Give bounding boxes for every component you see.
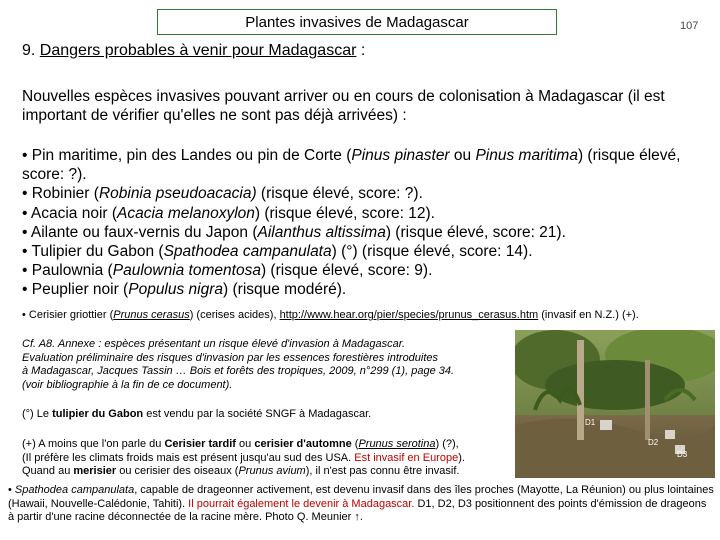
photo-label-d1: D1 [585, 418, 596, 427]
page-number: 107 [680, 20, 699, 32]
list-item: • Pin maritime, pin des Landes ou pin de Corte (Pinus pinaster ou Pinus maritima) (risque élevé, score: ?). [22, 147, 681, 184]
species-list [22, 146, 712, 300]
tulipier-note: (°) Le tulipier du Gabon est vendu par la société SNGF à Madagascar. [22, 408, 372, 420]
header-title-box [157, 9, 557, 35]
section-number: 9. [22, 42, 36, 59]
photo-label-d3: D3 [677, 450, 688, 459]
list-item: • Peuplier noir (Populus nigra) (risque modéré). [22, 281, 347, 299]
header-title: Plantes invasives de Madagascar [245, 13, 469, 31]
prunus-cerasus-link-text: Prunus cerasus [113, 309, 190, 321]
section-heading: 9. Dangers probables à venir pour Madagascar : [22, 42, 366, 59]
cerisier-note: • Cerisier griottier (Prunus cerasus) (cerises acides), http://www.hear.org/pier/species/prunus_cerasus.htm (invasif en N.Z.) (+). [22, 309, 639, 321]
hear-org-link[interactable]: http://www.hear.org/pier/species/prunus_cerasus.htm [279, 309, 539, 321]
list-item: • Paulownia (Paulownia tomentosa) (risque élevé, score: 9). [22, 262, 433, 280]
list-item: • Tulipier du Gabon (Spathodea campanulata) (°) (risque élevé, score: 14). [22, 243, 533, 261]
list-item: • Ailante ou faux-vernis du Japon (Ailanthus altissima) (risque élevé, score: 21). [22, 223, 566, 241]
spathodea-note: • Spathodea campanulata, capable de drageonner activement, est devenu invasif dans des îles proches (Mayotte, La Réunion) ou plus lointaines (Hawaii, Nouvelle-Calédonie, Tahiti). Il pourrait également le devenir à Madagascar. D1, D2, D3 positionnent des points d'émission de drageons à partir d'une racine déconnectée de la racine mère. Photo Q. Meunier ↑. [8, 484, 714, 523]
photo-label-d2: D2 [648, 438, 659, 447]
list-item: • Acacia noir (Acacia melanoxylon) (risque élevé, score: 12). [22, 204, 435, 222]
arrow-up-icon: ↑ [354, 511, 360, 523]
list-item: • Robinier (Robinia pseudoacacia) (risque élevé, score: ?). [22, 185, 423, 203]
plus-note: (+) A moins que l'on parle du Cerisier tardif ou cerisier d'automne (Prunus serotina) (?), (Il préfère les climats froids mais est présent jusqu'au sud des USA. Est invasif en Europe). Quand au merisier ou cerisier des oiseaux (Prunus avium), il n'est pas connu être invasif. [22, 438, 465, 477]
field-photo [515, 330, 715, 478]
section-title: Dangers probables à venir pour Madagascar [39, 42, 357, 59]
reference-note: Cf. A8. Annexe : espèces présentant un risque élevé d'invasion à Madagascar. Evaluation préliminaire des risques d'invasion par les essences forestières introduites à Madagascar, Jacques Tassin … Bois et forêts des tropiques, 2009, n°299 (1), page 34. (voir bibliographie à la fin de ce document). [22, 338, 455, 391]
intro-paragraph: Nouvelles espèces invasives pouvant arriver ou en cours de colonisation à Madagascar (il est important de vérifier qu'elles ne sont pas déjà arrivées) : [22, 88, 665, 124]
